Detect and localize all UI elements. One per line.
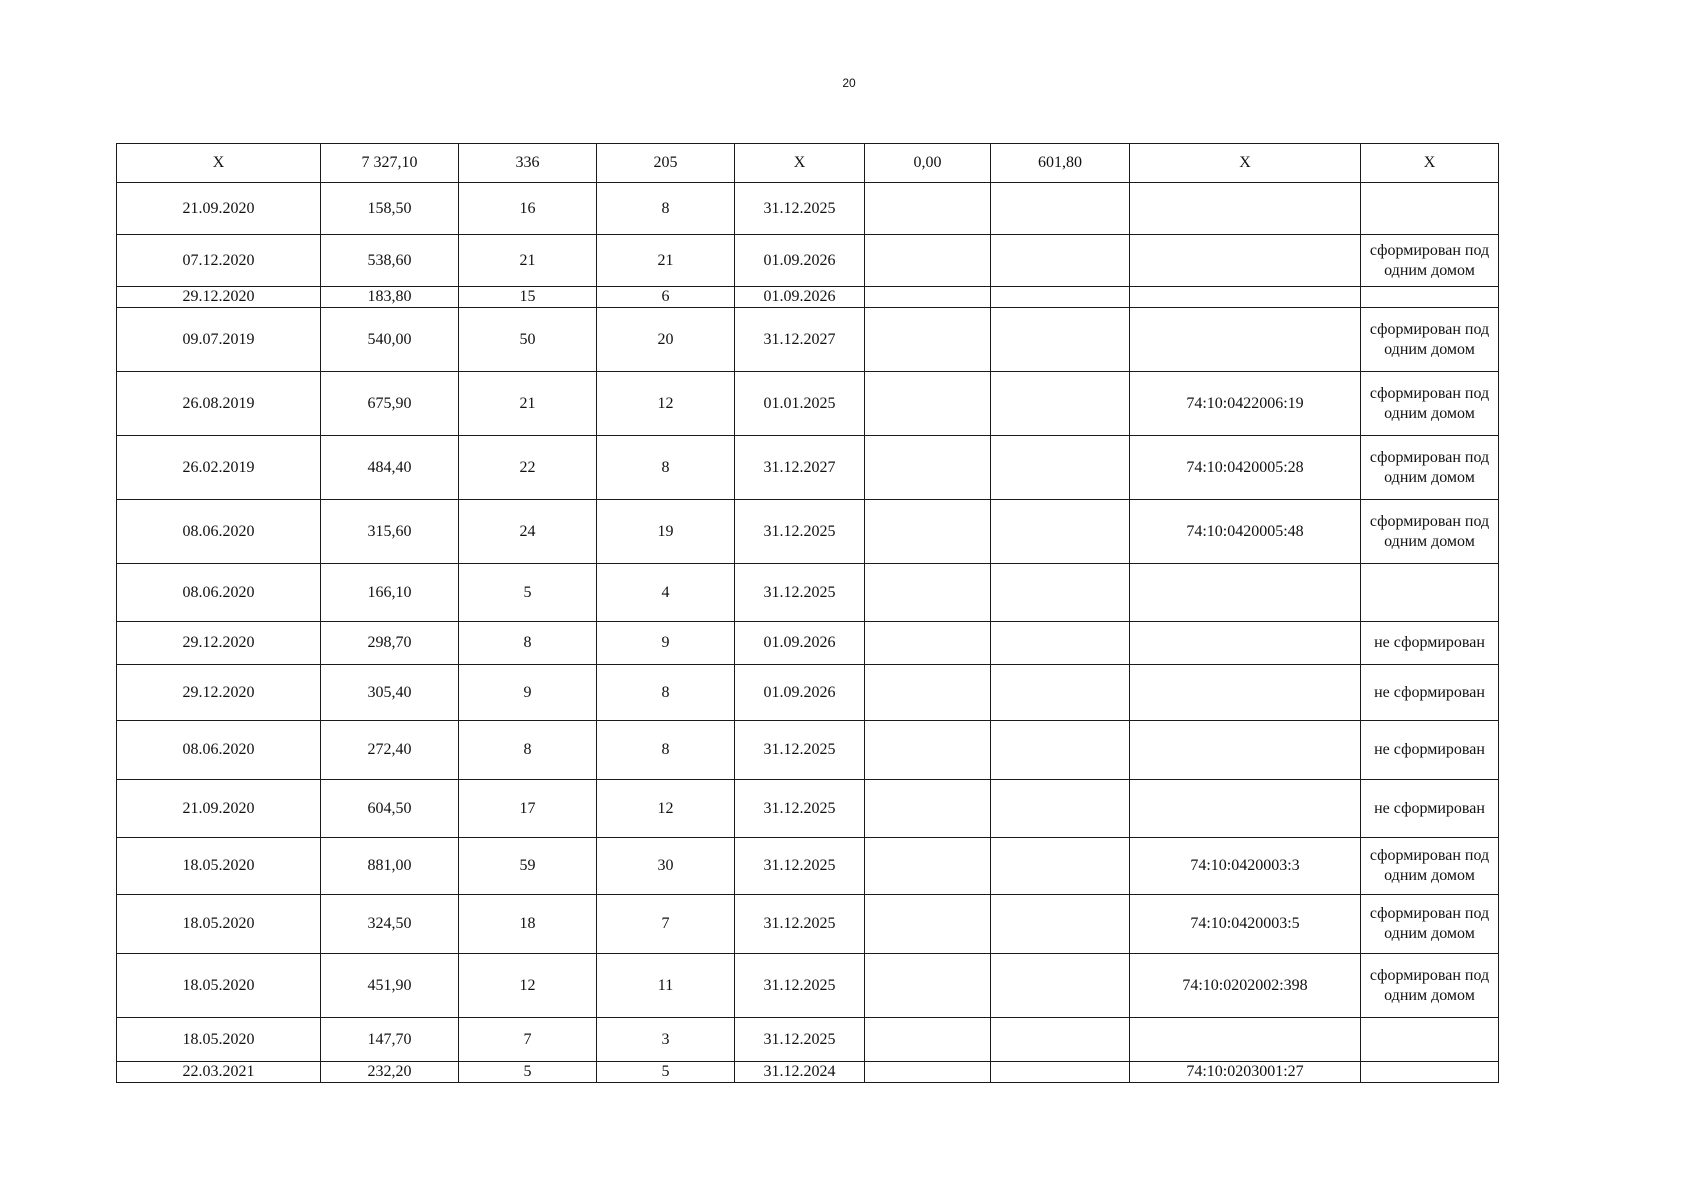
date-cell: 26.08.2019 [117, 372, 321, 436]
table-row [117, 622, 1499, 665]
value-a-cell [865, 838, 991, 895]
count-b-cell: 8 [597, 665, 735, 721]
count-b-cell: 12 [597, 372, 735, 436]
land-status-cell: не сформирован [1361, 622, 1499, 665]
area-cell: 540,00 [321, 308, 459, 372]
cadastral-number-cell: 74:10:0203001:27 [1130, 1062, 1361, 1083]
count-b-cell: 20 [597, 308, 735, 372]
area-cell: 147,70 [321, 1018, 459, 1062]
value-b-cell: 601,80 [991, 144, 1130, 183]
value-a-cell [865, 235, 991, 287]
area-cell: 305,40 [321, 665, 459, 721]
area-cell: 604,50 [321, 780, 459, 838]
value-b-cell [991, 372, 1130, 436]
table-row [117, 1062, 1499, 1083]
value-b-cell [991, 1062, 1130, 1083]
cadastral-number-cell: 74:10:0420003:3 [1130, 838, 1361, 895]
table-row [117, 287, 1499, 308]
value-a-cell [865, 1062, 991, 1083]
date-cell: 29.12.2020 [117, 622, 321, 665]
land-status-cell [1361, 564, 1499, 622]
value-a-cell [865, 500, 991, 564]
area-cell: 324,50 [321, 895, 459, 954]
deadline-cell: 31.12.2025 [735, 838, 865, 895]
value-a-cell [865, 622, 991, 665]
table-row [117, 436, 1499, 500]
area-cell: 158,50 [321, 183, 459, 235]
register-table [116, 143, 1499, 1083]
count-a-cell: 5 [459, 564, 597, 622]
count-b-cell: 8 [597, 183, 735, 235]
count-b-cell: 205 [597, 144, 735, 183]
cadastral-number-cell [1130, 665, 1361, 721]
date-cell: 09.07.2019 [117, 308, 321, 372]
table-row [117, 372, 1499, 436]
table-row [117, 1018, 1499, 1062]
date-cell: 29.12.2020 [117, 287, 321, 308]
count-b-cell: 6 [597, 287, 735, 308]
value-b-cell [991, 780, 1130, 838]
date-cell: 08.06.2020 [117, 721, 321, 780]
table-row [117, 954, 1499, 1018]
value-b-cell [991, 622, 1130, 665]
deadline-cell: 31.12.2025 [735, 780, 865, 838]
count-b-cell: 11 [597, 954, 735, 1018]
value-b-cell [991, 500, 1130, 564]
count-a-cell: 21 [459, 235, 597, 287]
cadastral-number-cell: 74:10:0420005:28 [1130, 436, 1361, 500]
count-b-cell: 3 [597, 1018, 735, 1062]
cadastral-number-cell [1130, 287, 1361, 308]
cadastral-number-cell: 74:10:0202002:398 [1130, 954, 1361, 1018]
deadline-cell: 01.09.2026 [735, 235, 865, 287]
date-cell: 29.12.2020 [117, 665, 321, 721]
count-b-cell: 19 [597, 500, 735, 564]
area-cell: 166,10 [321, 564, 459, 622]
table-row [117, 564, 1499, 622]
deadline-cell: 01.09.2026 [735, 287, 865, 308]
table-row [117, 183, 1499, 235]
cadastral-number-cell [1130, 183, 1361, 235]
count-a-cell: 336 [459, 144, 597, 183]
deadline-cell: 31.12.2024 [735, 1062, 865, 1083]
table-row [117, 235, 1499, 287]
date-cell: 07.12.2020 [117, 235, 321, 287]
table-row [117, 308, 1499, 372]
date-cell: 22.03.2021 [117, 1062, 321, 1083]
land-status-cell: сформирован под одним домом [1361, 500, 1499, 564]
value-b-cell [991, 1018, 1130, 1062]
cadastral-number-cell: 74:10:0420003:5 [1130, 895, 1361, 954]
count-a-cell: 7 [459, 1018, 597, 1062]
value-a-cell [865, 372, 991, 436]
value-b-cell [991, 235, 1130, 287]
land-status-cell: сформирован под одним домом [1361, 308, 1499, 372]
count-a-cell: 24 [459, 500, 597, 564]
date-cell: 18.05.2020 [117, 838, 321, 895]
count-a-cell: 8 [459, 622, 597, 665]
area-cell: 298,70 [321, 622, 459, 665]
value-b-cell [991, 564, 1130, 622]
count-b-cell: 7 [597, 895, 735, 954]
area-cell: 232,20 [321, 1062, 459, 1083]
count-b-cell: 4 [597, 564, 735, 622]
area-cell: 272,40 [321, 721, 459, 780]
value-a-cell [865, 780, 991, 838]
value-b-cell [991, 838, 1130, 895]
count-b-cell: 5 [597, 1062, 735, 1083]
land-status-cell: сформирован под одним домом [1361, 372, 1499, 436]
count-a-cell: 8 [459, 721, 597, 780]
deadline-cell: 31.12.2025 [735, 895, 865, 954]
count-a-cell: 12 [459, 954, 597, 1018]
count-b-cell: 8 [597, 436, 735, 500]
land-status-cell: не сформирован [1361, 665, 1499, 721]
count-a-cell: 17 [459, 780, 597, 838]
land-status-cell: сформирован под одним домом [1361, 954, 1499, 1018]
deadline-cell: 31.12.2025 [735, 1018, 865, 1062]
value-b-cell [991, 721, 1130, 780]
count-b-cell: 30 [597, 838, 735, 895]
table-body [117, 144, 1499, 1083]
land-status-cell: не сформирован [1361, 721, 1499, 780]
date-cell: 21.09.2020 [117, 780, 321, 838]
date-cell: 21.09.2020 [117, 183, 321, 235]
table-row [117, 780, 1499, 838]
value-b-cell [991, 436, 1130, 500]
area-cell: 881,00 [321, 838, 459, 895]
value-b-cell [991, 287, 1130, 308]
area-cell: 7 327,10 [321, 144, 459, 183]
value-b-cell [991, 954, 1130, 1018]
count-a-cell: 5 [459, 1062, 597, 1083]
area-cell: 183,80 [321, 287, 459, 308]
deadline-cell: 31.12.2027 [735, 308, 865, 372]
table-row [117, 895, 1499, 954]
value-b-cell [991, 665, 1130, 721]
land-status-cell: не сформирован [1361, 780, 1499, 838]
cadastral-number-cell: Х [1130, 144, 1361, 183]
value-a-cell: 0,00 [865, 144, 991, 183]
value-a-cell [865, 564, 991, 622]
count-b-cell: 8 [597, 721, 735, 780]
deadline-cell: 31.12.2027 [735, 436, 865, 500]
area-cell: 315,60 [321, 500, 459, 564]
deadline-cell: Х [735, 144, 865, 183]
land-status-cell: сформирован под одним домом [1361, 235, 1499, 287]
table-row [117, 665, 1499, 721]
deadline-cell: 31.12.2025 [735, 564, 865, 622]
value-a-cell [865, 895, 991, 954]
date-cell: 26.02.2019 [117, 436, 321, 500]
land-status-cell [1361, 287, 1499, 308]
cadastral-number-cell: 74:10:0422006:19 [1130, 372, 1361, 436]
count-b-cell: 21 [597, 235, 735, 287]
date-cell: Х [117, 144, 321, 183]
count-a-cell: 50 [459, 308, 597, 372]
deadline-cell: 01.09.2026 [735, 622, 865, 665]
date-cell: 08.06.2020 [117, 564, 321, 622]
cadastral-number-cell [1130, 1018, 1361, 1062]
date-cell: 08.06.2020 [117, 500, 321, 564]
land-status-cell: сформирован под одним домом [1361, 436, 1499, 500]
value-a-cell [865, 954, 991, 1018]
land-status-cell [1361, 1018, 1499, 1062]
land-status-cell: сформирован под одним домом [1361, 838, 1499, 895]
deadline-cell: 31.12.2025 [735, 500, 865, 564]
count-a-cell: 21 [459, 372, 597, 436]
value-a-cell [865, 1018, 991, 1062]
value-a-cell [865, 721, 991, 780]
totals-row [117, 144, 1499, 183]
value-a-cell [865, 287, 991, 308]
land-status-cell [1361, 1062, 1499, 1083]
cadastral-number-cell [1130, 564, 1361, 622]
count-a-cell: 22 [459, 436, 597, 500]
deadline-cell: 31.12.2025 [735, 954, 865, 1018]
cadastral-number-cell [1130, 235, 1361, 287]
count-a-cell: 59 [459, 838, 597, 895]
value-a-cell [865, 665, 991, 721]
deadline-cell: 31.12.2025 [735, 183, 865, 235]
value-a-cell [865, 308, 991, 372]
cadastral-number-cell [1130, 622, 1361, 665]
table-row [117, 721, 1499, 780]
area-cell: 675,90 [321, 372, 459, 436]
value-a-cell [865, 183, 991, 235]
count-a-cell: 9 [459, 665, 597, 721]
cadastral-number-cell: 74:10:0420005:48 [1130, 500, 1361, 564]
date-cell: 18.05.2020 [117, 1018, 321, 1062]
value-b-cell [991, 895, 1130, 954]
count-b-cell: 9 [597, 622, 735, 665]
land-status-cell [1361, 183, 1499, 235]
deadline-cell: 01.09.2026 [735, 665, 865, 721]
value-b-cell [991, 308, 1130, 372]
count-a-cell: 15 [459, 287, 597, 308]
date-cell: 18.05.2020 [117, 895, 321, 954]
area-cell: 451,90 [321, 954, 459, 1018]
land-status-cell: Х [1361, 144, 1499, 183]
date-cell: 18.05.2020 [117, 954, 321, 1018]
table-row [117, 838, 1499, 895]
deadline-cell: 01.01.2025 [735, 372, 865, 436]
value-a-cell [865, 436, 991, 500]
table-row [117, 500, 1499, 564]
cadastral-number-cell [1130, 721, 1361, 780]
count-a-cell: 18 [459, 895, 597, 954]
deadline-cell: 31.12.2025 [735, 721, 865, 780]
count-b-cell: 12 [597, 780, 735, 838]
area-cell: 484,40 [321, 436, 459, 500]
cadastral-number-cell [1130, 780, 1361, 838]
value-b-cell [991, 183, 1130, 235]
cadastral-number-cell [1130, 308, 1361, 372]
land-status-cell: сформирован под одним домом [1361, 895, 1499, 954]
area-cell: 538,60 [321, 235, 459, 287]
page-number: 20 [842, 76, 856, 90]
count-a-cell: 16 [459, 183, 597, 235]
